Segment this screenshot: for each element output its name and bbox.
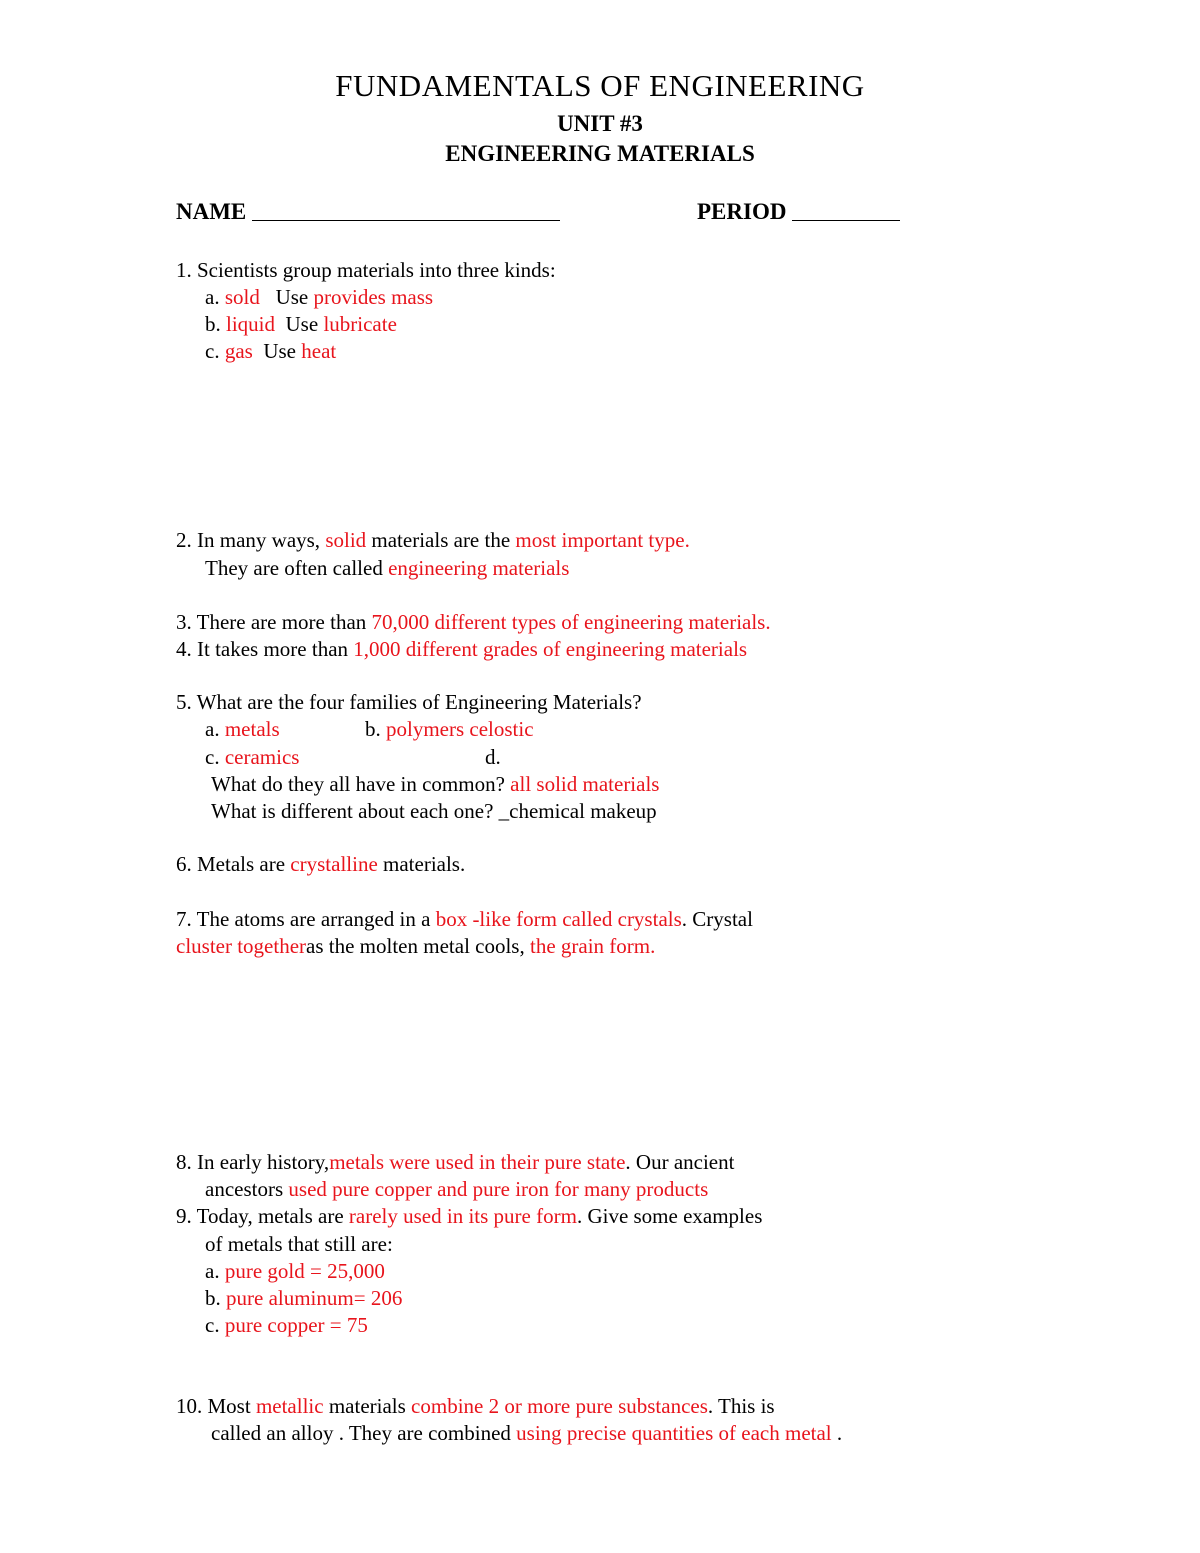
q9-a-answer: pure gold = 25,000 [224,1259,385,1283]
q1-c-use-label: Use [263,339,296,363]
q5-d-letter: d. [485,745,501,769]
q5-text: What are the four families of Engineering Materials? [196,690,642,714]
q3-number: 3. [176,610,192,634]
q7-number: 7. [176,907,192,931]
q8-text-1: In early history, [197,1150,330,1174]
q1-a-use-answer: provides mass [313,285,434,309]
q7-text-3: as the molten metal cools, [306,934,525,958]
worksheet-title: FUNDAMENTALS OF ENGINEERING [335,68,865,103]
q1-b-letter: b. [205,312,221,336]
q9-b-answer: pure aluminum= 206 [226,1286,403,1310]
q9-line-1 [176,1204,762,1228]
q2-line-2 [205,556,569,580]
q1-a-letter: a. [205,285,220,309]
q1-item-b [205,312,397,336]
q5-different [211,799,657,823]
q10-line-2 [211,1421,842,1445]
q5-a-answer: metals [224,717,280,741]
q9-item-a [205,1259,385,1283]
q5-common-answer: all solid materials [510,772,660,796]
q9-number: 9. [176,1204,192,1228]
q5-common-question: What do they all have in common? [211,772,505,796]
q10-answer-1: metallic [255,1394,324,1418]
q5-item-c [205,745,299,769]
q1-a-answer: sold [224,285,260,309]
q9-a-letter: a. [205,1259,220,1283]
q8-text-3: ancestors [205,1177,284,1201]
q7-line-1 [176,907,753,931]
q5-number: 5. [176,690,192,714]
q6-line [176,852,465,876]
q5-c-answer: ceramics [224,745,300,769]
name-blank-line [252,220,560,221]
q10-text-1: Most [207,1394,251,1418]
q2-answer-3: engineering materials [388,556,570,580]
q1-b-answer: liquid [226,312,276,336]
q1-c-letter: c. [205,339,220,363]
q7-text-2: . Crystal [681,907,753,931]
q7-line-2 [176,934,655,958]
q2-text-2: materials are the [371,528,511,552]
q9-c-answer: pure copper = 75 [224,1313,368,1337]
q10-text-5: . [836,1421,843,1445]
q9-c-letter: c. [205,1313,220,1337]
q3-answer: 70,000 different types of engineering materials. [371,610,771,634]
q6-text-1: Metals are [197,852,286,876]
q2-text-1: In many ways, [197,528,321,552]
q8-text-2: . Our ancient [625,1150,735,1174]
q8-line-2 [205,1177,708,1201]
q10-line-1 [176,1394,775,1418]
q2-answer-1: solid [325,528,367,552]
q3-line [176,610,771,634]
q1-number: 1. [176,258,192,282]
period-field [697,200,900,224]
q7-answer-3: the grain form. [529,934,656,958]
q5-item-b [365,717,534,741]
q2-number: 2. [176,528,192,552]
q6-text-2: materials. [383,852,466,876]
q3-text: There are more than [196,610,367,634]
q8-answer-2: used pure copper and pure iron for many products [288,1177,709,1201]
q4-answer: 1,000 different grades of engineering materials [353,637,748,661]
q4-text: It takes more than [197,637,349,661]
q5-c-letter: c. [205,745,220,769]
q1-item-a [205,285,433,309]
q9-text-1: Today, metals are [196,1204,344,1228]
q5-item-d [485,745,501,769]
q2-answer-2: most important type. [515,528,690,552]
q5-item-a [205,717,280,741]
q7-answer-1: box -like form called crystals [435,907,682,931]
q9-b-letter: b. [205,1286,221,1310]
q9-text-3: of metals that still are: [205,1232,393,1256]
q9-item-c [205,1313,368,1337]
q1-prompt [176,258,556,282]
q8-answer-1: metals were used in their pure state [329,1150,626,1174]
q10-answer-2: combine 2 or more pure substances [411,1394,708,1418]
q1-text: Scientists group materials into three kinds: [197,258,556,282]
period-label: PERIOD [697,199,787,224]
q4-number: 4. [176,637,192,661]
q9-answer-1: rarely used in its pure form [348,1204,577,1228]
q9-item-b [205,1286,402,1310]
q5-different-text: What is different about each one? _chemical makeup [211,799,657,823]
q10-number: 10. [176,1394,203,1418]
q5-b-answer: polymers celostic [386,717,534,741]
name-field [176,200,560,224]
q2-text-3: They are often called [205,556,383,580]
q7-text-1: The atoms are arranged in a [196,907,431,931]
q5-a-letter: a. [205,717,220,741]
q6-number: 6. [176,852,192,876]
q6-answer: crystalline [290,852,378,876]
q10-text-3: . This is [707,1394,775,1418]
q10-text-4: called an alloy . They are combined [211,1421,511,1445]
q1-a-use-label: Use [275,285,309,309]
unit-subtitle: ENGINEERING MATERIALS [445,141,755,166]
q2-line-1 [176,528,690,552]
period-blank-line [792,220,900,221]
q10-answer-3: using precise quantities of each metal [516,1421,832,1445]
q4-line [176,637,747,661]
q5-prompt [176,690,642,714]
q1-b-use-label: Use [285,312,319,336]
q9-line-2 [205,1232,393,1256]
q5-b-letter: b. [365,717,381,741]
q5-common [211,772,659,796]
q8-line-1 [176,1150,734,1174]
unit-number: UNIT #3 [557,111,643,136]
q9-text-2: . Give some examples [576,1204,763,1228]
q1-c-use-answer: heat [301,339,337,363]
q1-item-c [205,339,336,363]
q10-text-2: materials [328,1394,406,1418]
q7-answer-2: cluster together [176,934,307,958]
q1-b-use-answer: lubricate [323,312,397,336]
name-label: NAME [176,199,247,224]
q8-number: 8. [176,1150,192,1174]
q1-c-answer: gas [224,339,253,363]
